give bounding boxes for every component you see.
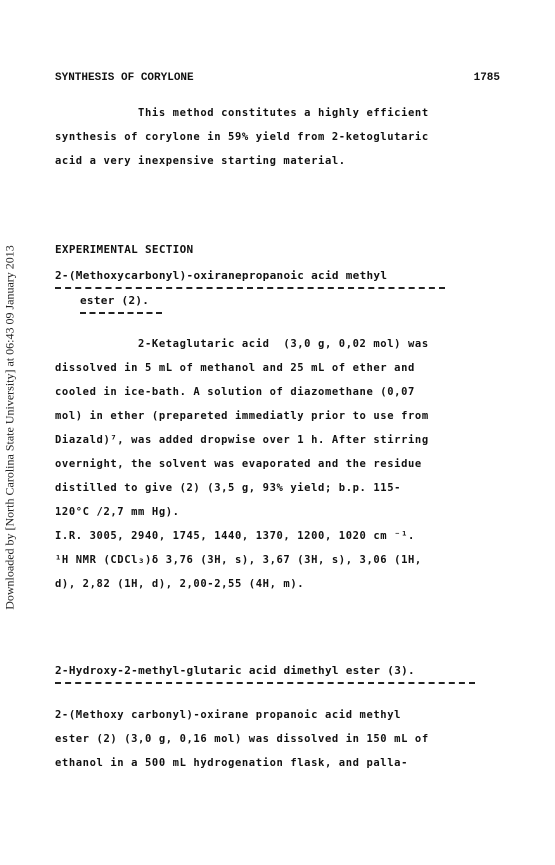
experimental-heading: EXPERIMENTAL SECTION bbox=[55, 243, 194, 256]
page-number: 1785 bbox=[473, 72, 500, 84]
text-line: 2-(Methoxy carbonyl)-oxirane propanoic acid methyl bbox=[55, 709, 402, 721]
text-line: This method constitutes a highly efficient bbox=[55, 107, 429, 119]
text-line: ethanol in a 500 mL hydrogenation flask, and palla- bbox=[55, 757, 408, 769]
text-line: ester (2) (3,0 g, 0,16 mol) was dissolved in 150 mL of bbox=[55, 733, 429, 745]
dashed-underline bbox=[55, 287, 445, 289]
download-watermark: Downloaded by [North Carolina State University] at 06:43 09 January 2013 bbox=[2, 245, 17, 610]
dashed-underline bbox=[80, 312, 162, 314]
text-line: 120°C /2,7 mm Hg). bbox=[55, 506, 180, 518]
text-line: overnight, the solvent was evaporated and the residue bbox=[55, 458, 422, 470]
text-line: mol) in ether (prepareted immediatly prior to use from bbox=[55, 410, 429, 422]
text-line: I.R. 3005, 2940, 1745, 1440, 1370, 1200, 1020 cm ⁻¹. bbox=[55, 530, 415, 542]
text-line: distilled to give (2) (3,5 g, 93% yield; b.p. 115- bbox=[55, 482, 402, 494]
running-head-title: SYNTHESIS OF CORYLONE bbox=[55, 72, 194, 84]
text-line: cooled in ice-bath. A solution of diazomethane (0,07 bbox=[55, 386, 415, 398]
compound-3-procedure bbox=[55, 703, 500, 775]
text-line: 2-Ketaglutaric acid (3,0 g, 0,02 mol) was bbox=[55, 338, 429, 350]
text-line: synthesis of corylone in 59% yield from 2-ketoglutaric bbox=[55, 131, 429, 143]
compound-2-procedure bbox=[55, 332, 500, 596]
intro-paragraph bbox=[55, 101, 500, 173]
text-line: Diazald)⁷, was added dropwise over 1 h. After stirring bbox=[55, 434, 429, 446]
text-line: ¹H NMR (CDCl₃)δ 3,76 (3H, s), 3,67 (3H, s), 3,06 (1H, bbox=[55, 554, 422, 566]
compound-2-title-cont: ester (2). bbox=[80, 294, 150, 307]
text-line: d), 2,82 (1H, d), 2,00-2,55 (4H, m). bbox=[55, 578, 305, 590]
compound-2-title: 2-(Methoxycarbonyl)-oxiranepropanoic acid methyl bbox=[55, 269, 388, 282]
compound-3-title: 2-Hydroxy-2-methyl-glutaric acid dimethyl ester (3). bbox=[55, 664, 415, 677]
running-head bbox=[55, 72, 500, 84]
dashed-underline bbox=[55, 682, 475, 684]
text-line: acid a very inexpensive starting material. bbox=[55, 155, 346, 167]
text-line: dissolved in 5 mL of methanol and 25 mL of ether and bbox=[55, 362, 415, 374]
